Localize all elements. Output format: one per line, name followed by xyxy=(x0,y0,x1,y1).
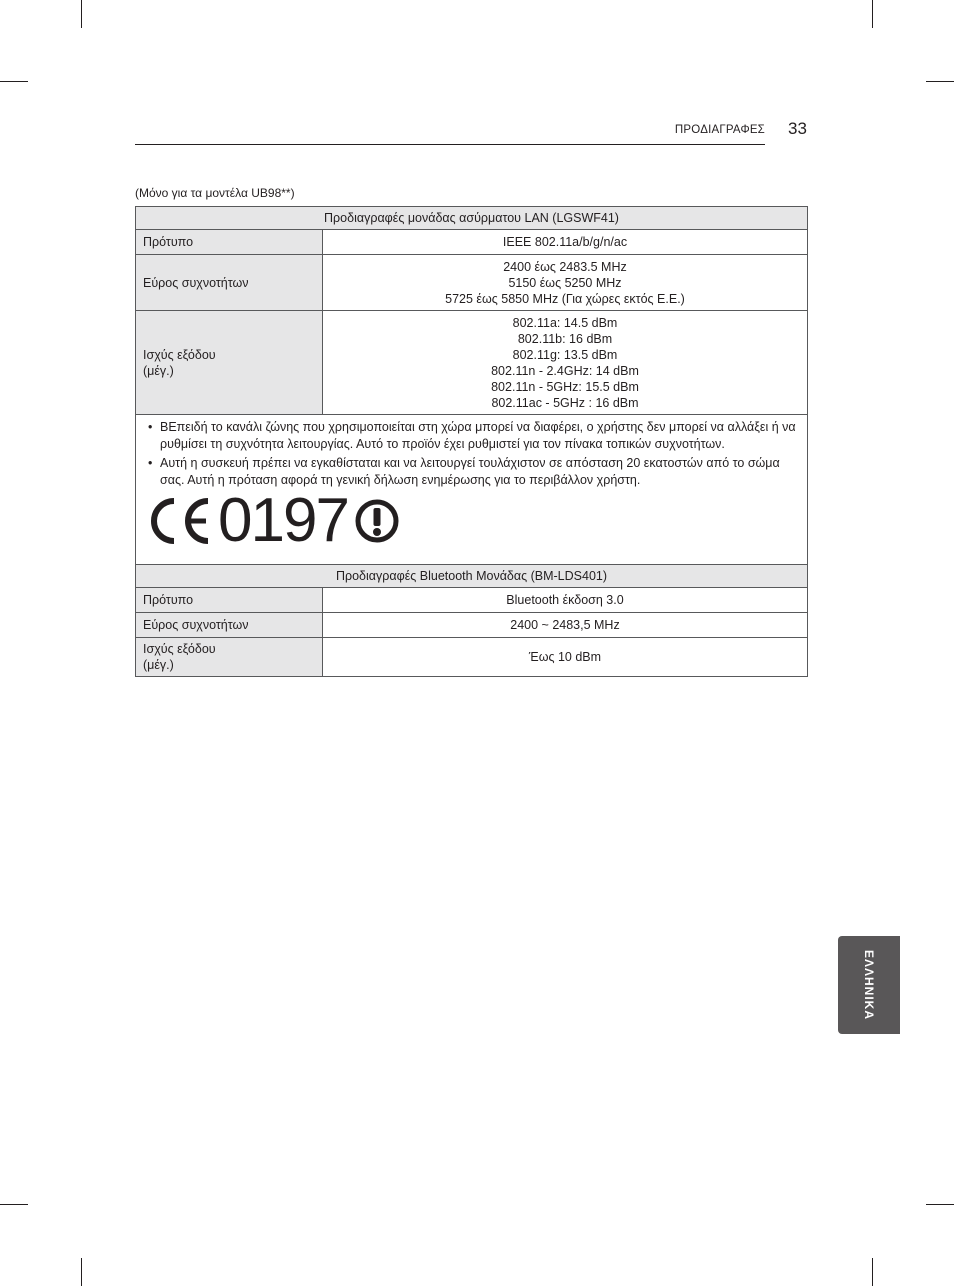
bluetooth-title: Προδιαγραφές Bluetooth Μονάδας (BM-LDS401) xyxy=(136,565,808,588)
list-item: • ΒΕπειδή το κανάλι ζώνης που χρησιμοποιείται στη χώρα μπορεί να διαφέρει, ο χρήστης δεν μπορεί να αλλάξει ή να ρυθμίσει τη συχνότητα λειτουργίας. Αυτό το προϊόν έχει ρυθμιστεί για τον πίνακα τοπικών συχνοτήτων. xyxy=(146,419,797,453)
value-line: 802.11n - 2.4GHz: 14 dBm xyxy=(491,363,639,378)
ce-marking xyxy=(146,486,797,555)
ce-mark-icon xyxy=(146,496,212,546)
table-row xyxy=(136,638,808,677)
notes-list xyxy=(146,419,797,489)
crop-mark xyxy=(926,1204,954,1205)
value-line: 2400 ~ 2483,5 MHz xyxy=(510,618,620,632)
running-header: ΠΡΟΔΙΑΓΡΑΦΕΣ xyxy=(674,124,765,136)
wlan-title: Προδιαγραφές μονάδας ασύρματου LAN (LGSWF41) xyxy=(136,207,808,230)
wlan-title-row xyxy=(136,207,808,230)
value-line: 2400 έως 2483.5 MHz xyxy=(503,259,627,274)
row-label xyxy=(136,230,323,255)
label-line: Εύρος συχνοτήτων xyxy=(143,275,249,290)
value-line: 802.11n - 5GHz: 15.5 dBm xyxy=(491,379,639,394)
value-line: 5725 έως 5850 MHz (Για χώρες εκτός Ε.Ε.) xyxy=(445,291,685,306)
value-line: 802.11ac - 5GHz : 16 dBm xyxy=(491,395,639,410)
label-line: Πρότυπο xyxy=(143,593,194,607)
value-line: IEEE 802.11a/b/g/n/ac xyxy=(502,235,628,249)
value-line: 5150 έως 5250 MHz xyxy=(508,275,622,290)
value-line: 802.11g: 13.5 dBm xyxy=(512,347,618,362)
label-line: Ισχύς εξόδου xyxy=(143,347,216,362)
row-label xyxy=(136,638,323,677)
row-value xyxy=(323,255,808,311)
notified-body-number: 0197 xyxy=(218,486,348,555)
row-label xyxy=(136,311,323,415)
language-tab-label: ΕΛΛΗΝΙΚΑ xyxy=(862,949,876,1021)
row-label xyxy=(136,613,323,638)
page-number: 33 xyxy=(788,119,807,138)
value-line: 802.11a: 14.5 dBm xyxy=(512,315,618,330)
notes-row xyxy=(136,415,808,565)
crop-mark xyxy=(0,81,28,82)
row-value xyxy=(323,311,808,415)
crop-mark xyxy=(81,0,82,28)
row-label xyxy=(136,588,323,613)
row-value xyxy=(323,638,808,677)
row-value xyxy=(323,588,808,613)
header-rule xyxy=(135,144,765,145)
row-value xyxy=(323,613,808,638)
value-line: Bluetooth έκδοση 3.0 xyxy=(506,593,624,607)
crop-mark xyxy=(81,1258,82,1286)
table-row xyxy=(136,588,808,613)
label-line: Εύρος συχνοτήτων xyxy=(143,618,249,632)
value-line: 802.11b: 16 dBm xyxy=(517,331,613,346)
notes-cell xyxy=(136,415,808,565)
label-line: (μέγ.) xyxy=(143,658,174,672)
row-label xyxy=(136,255,323,311)
crop-mark xyxy=(872,0,873,28)
alert-exclamation-icon xyxy=(354,498,400,544)
table-row xyxy=(136,311,808,415)
language-tab xyxy=(838,936,900,1034)
value-line: Έως 10 dBm xyxy=(528,650,602,664)
list-item: • Αυτή η συσκευή πρέπει να εγκαθίσταται και να λειτουργεί τουλάχιστον σε απόσταση 20 εκατοστών από το σώμα σας. Αυτή η πρόταση αφορά τη γενική δήλωση ενημέρωσης για το περιβάλλον χρήστη. xyxy=(146,455,797,489)
table-row xyxy=(136,230,808,255)
label-line: Πρότυπο xyxy=(143,235,194,249)
label-line: Ισχύς εξόδου xyxy=(143,642,216,656)
crop-mark xyxy=(926,81,954,82)
table-row xyxy=(136,613,808,638)
label-line: (μέγ.) xyxy=(143,363,174,378)
spec-table xyxy=(135,206,808,677)
crop-mark xyxy=(872,1258,873,1286)
table-row xyxy=(136,255,808,311)
bluetooth-title-row xyxy=(136,565,808,588)
row-value xyxy=(323,230,808,255)
models-note: (Μόνο για τα μοντέλα UB98**) xyxy=(135,186,295,200)
crop-mark xyxy=(0,1204,28,1205)
